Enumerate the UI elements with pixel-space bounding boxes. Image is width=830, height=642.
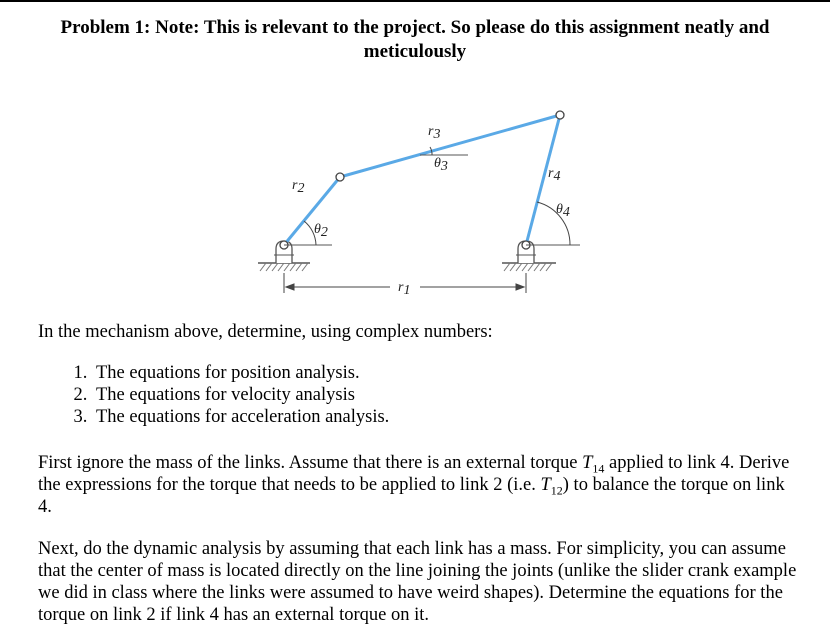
label-theta2: θ2 <box>314 222 328 240</box>
top-rule <box>0 0 830 2</box>
label-theta4: θ4 <box>556 202 570 220</box>
label-r4: r4 <box>548 166 561 184</box>
label-r2: r2 <box>292 178 305 196</box>
task-item: 1. The equations for position analysis. <box>92 362 389 384</box>
label-r1: r1 <box>398 280 411 298</box>
pin-b <box>556 111 564 119</box>
task-list <box>38 362 389 428</box>
task-item: 3. The equations for acceleration analysis. <box>92 406 389 428</box>
paragraph-dynamic-analysis: Next, do the dynamic analysis by assuming that each link has a mass. For simplicity, you can assume that the center of mass is located directly on the line joining the joints (unlike the slider crank example we did in class where the links were assumed to have weird shapes). Determine the equations for the torque on link 2 if link 4 has an external torque on it. <box>38 539 797 625</box>
pin-a <box>336 173 344 181</box>
link-3 <box>340 115 560 177</box>
fourbar-mechanism-figure <box>240 95 590 305</box>
label-r3: r3 <box>428 124 441 142</box>
task-item: 2. The equations for velocity analysis <box>92 384 389 406</box>
problem-title: Problem 1: Note: This is relevant to the project. So please do this assignment neatly and meticulously <box>60 17 770 62</box>
label-theta3: θ3 <box>434 156 448 174</box>
paragraph-torque-balance: First ignore the mass of the links. Assume that there is an external torque $T_{14}$ applied to link 4. Derive the expressions for the torque that needs to be applied to link 2 (i.e. $T_{12}$) to balance the torque on link 4. <box>38 453 790 517</box>
intro-text: In the mechanism above, determine, using complex numbers: <box>38 322 493 342</box>
